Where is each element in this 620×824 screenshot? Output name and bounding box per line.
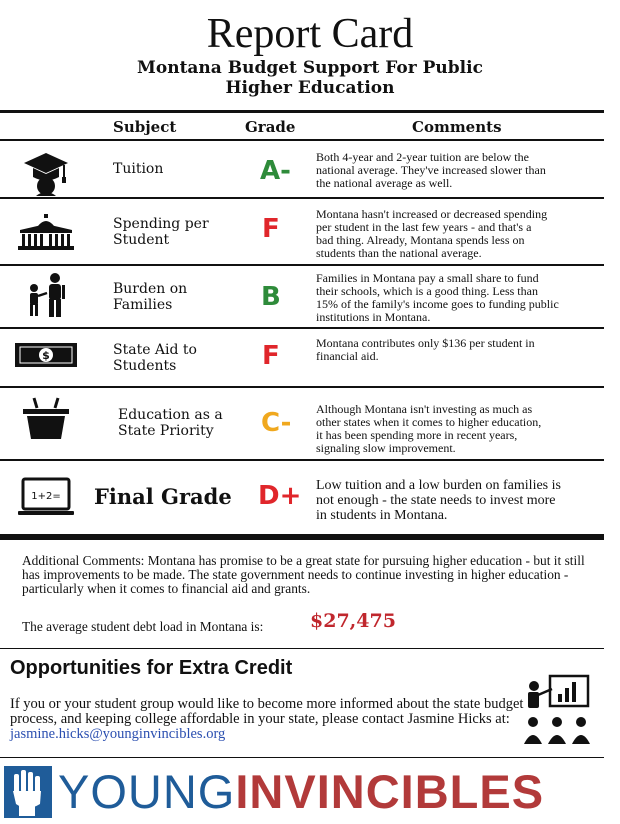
divider (0, 459, 604, 461)
divider (0, 757, 604, 758)
grade-letter: C- (261, 408, 292, 438)
grade-letter: B (261, 282, 281, 312)
raised-hand-icon (2, 764, 54, 820)
subtitle-line-2: Higher Education (225, 78, 395, 98)
page-subtitle (0, 58, 620, 98)
row-subject: State Aid to Students (113, 342, 197, 374)
row-comment: Montana contributes only $136 per student in financial aid. (316, 336, 535, 363)
row-comment: Although Montana isn't investing as much as other states when it comes to higher education, it has been spending more in recent years, signaling slow improvement. (316, 402, 542, 455)
debt-label: The average student debt load in Montana is: (22, 619, 264, 634)
page-title: Report Card (206, 11, 414, 57)
presentation-icon (522, 672, 592, 747)
laptop-equation: 1+2= (31, 491, 61, 502)
divider (0, 327, 604, 329)
additional-comments: Additional Comments: Montana has promise to be a great state for pursuing higher education - but it still has improvements to be made. The state government needs to continue investing in higher education - particularly when it comes to financial aid and grants. (22, 553, 585, 596)
divider (0, 648, 604, 649)
row-subject: Tuition (113, 161, 164, 177)
grade-letter: F (262, 341, 280, 371)
divider (0, 386, 604, 388)
laptop-icon (10, 472, 82, 522)
final-grade-label: Final Grade (94, 484, 232, 509)
brand-logo-text: YOUNGINVINCIBLES (58, 765, 545, 818)
divider (0, 139, 604, 141)
graduation-cap-icon (10, 148, 82, 198)
family-icon (10, 270, 82, 320)
row-comment: Both 4-year and 2-year tuition are below the national average. They've increased slower than the national average as well. (316, 150, 546, 190)
row-subject: Spending per Student (113, 216, 209, 248)
row-subject: Education as a State Priority (118, 407, 223, 439)
column-header-grade: Grade (245, 118, 296, 136)
capitol-building-icon (10, 207, 82, 257)
column-header-subject: Subject (113, 118, 177, 136)
debt-value: $27,475 (310, 610, 396, 632)
divider (0, 110, 604, 113)
podium-icon (10, 393, 82, 443)
final-grade-letter: D+ (258, 481, 302, 511)
contact-email-link[interactable]: jasmine.hicks@younginvincibles.org (10, 726, 226, 742)
extra-credit-text: If you or your student group would like to become more informed about the state budget process, and keeping college affordable in your state, please contact Jasmine Hicks at: jasmine.hicks@younginvincibles.org (10, 696, 524, 742)
subtitle-line-1: Montana Budget Support For Public (137, 58, 483, 78)
final-comment: Low tuition and a low burden on families is not enough - the state needs to invest more in students in Montana. (316, 478, 561, 523)
divider (0, 264, 604, 266)
row-comment: Families in Montana pay a small share to fund their schools, which is a good thing. Less than 15% of the family's income goes to funding public institutions in Montana. (316, 271, 559, 324)
column-header-comments: Comments (412, 118, 502, 136)
divider (0, 197, 604, 199)
thick-divider (0, 534, 604, 540)
row-subject: Burden on Families (113, 281, 188, 313)
svg-text:$: $ (42, 349, 50, 362)
row-comment: Montana hasn't increased or decreased spending per student in the last few years - and that's a bad thing. Already, Montana spends less on students than the national average. (316, 207, 548, 260)
grade-letter: F (262, 214, 280, 244)
extra-credit-title: Opportunities for Extra Credit (10, 657, 293, 679)
grade-letter: A- (260, 156, 291, 186)
money-bill-icon (10, 330, 82, 380)
